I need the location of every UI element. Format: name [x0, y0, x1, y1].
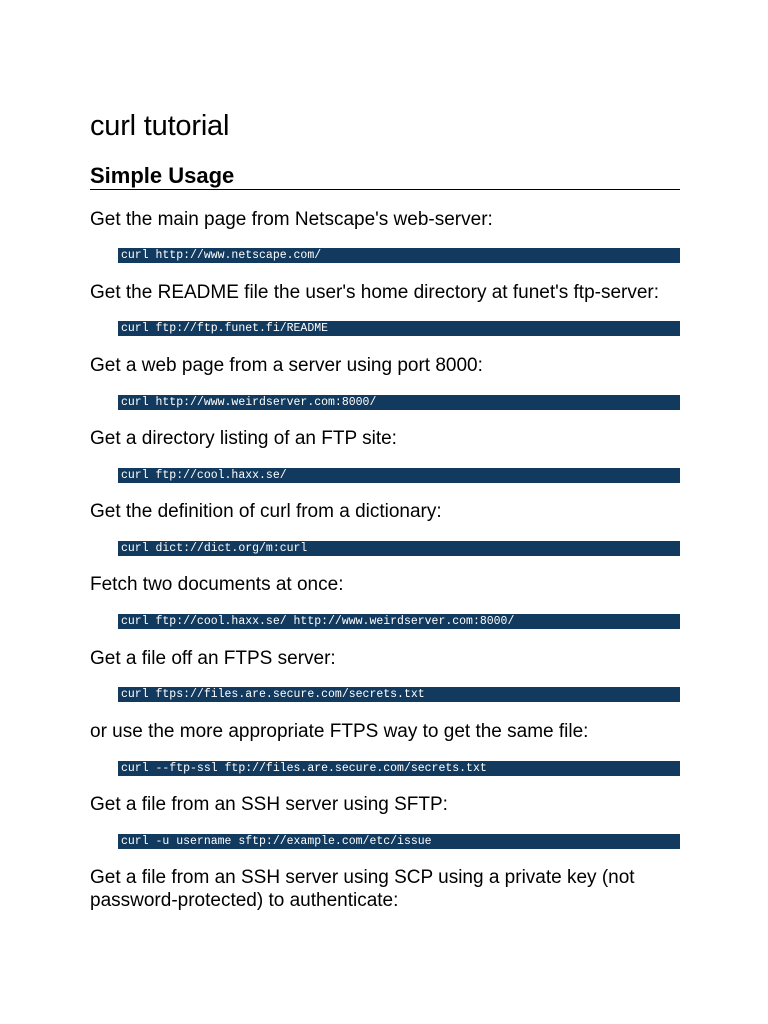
- code-block: curl http://www.weirdserver.com:8000/: [118, 395, 680, 410]
- code-block: curl --ftp-ssl ftp://files.are.secure.com/secrets.txt: [118, 761, 680, 776]
- paragraph: or use the more appropriate FTPS way to get the same file:: [90, 721, 589, 742]
- code-block: curl -u username sftp://example.com/etc/issue: [118, 834, 680, 849]
- paragraph: Get the README file the user's home directory at funet's ftp-server:: [90, 282, 660, 303]
- paragraph: password-protected) to authenticate:: [90, 890, 399, 911]
- paragraph: Get a file from an SSH server using SCP using a private key (not: [90, 867, 635, 888]
- paragraph: Get the main page from Netscape's web-server:: [90, 209, 493, 230]
- section-heading: Simple Usage: [90, 163, 235, 188]
- paragraph: Get the definition of curl from a dictionary:: [90, 501, 442, 522]
- section-divider: [90, 189, 680, 190]
- code-block: curl ftp://ftp.funet.fi/README: [118, 321, 680, 336]
- code-block: curl ftp://cool.haxx.se/: [118, 468, 680, 483]
- paragraph: Get a web page from a server using port 8000:: [90, 355, 483, 376]
- document-title: curl tutorial: [90, 110, 230, 142]
- paragraph: Get a file from an SSH server using SFTP:: [90, 794, 448, 815]
- code-block: curl ftps://files.are.secure.com/secrets.txt: [118, 687, 680, 702]
- paragraph: Get a file off an FTPS server:: [90, 648, 336, 669]
- paragraph: Fetch two documents at once:: [90, 574, 344, 595]
- code-block: curl ftp://cool.haxx.se/ http://www.weirdserver.com:8000/: [118, 614, 680, 629]
- code-block: curl http://www.netscape.com/: [118, 248, 680, 263]
- code-block: curl dict://dict.org/m:curl: [118, 541, 680, 556]
- paragraph: Get a directory listing of an FTP site:: [90, 428, 397, 449]
